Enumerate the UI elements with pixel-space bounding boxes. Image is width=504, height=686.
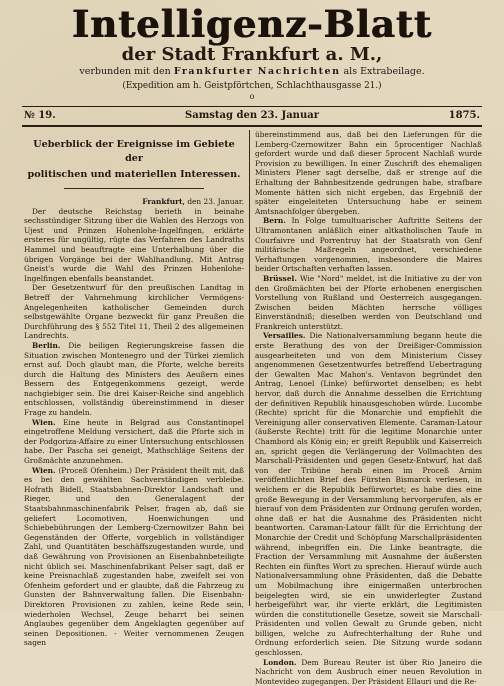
right-column xyxy=(255,130,482,686)
article-wien-1 xyxy=(24,418,244,466)
subtitle-post: als Extrabeilage. xyxy=(343,66,425,77)
article-bruessel xyxy=(255,274,482,332)
versailles-lead: Versailles. xyxy=(263,331,306,341)
article-continued: übereinstimmend aus, daß bei den Lieferungen für die Lemberg-Czernowitzer Bahn ein 5procentiger Nachlaß gefordert wurde und daß dieser 5procent Nachlaß wurde Provision zu bewilligen. In einer Zuschrift des ehemaligen Ministers Plener sagt derselbe, daß er strenge auf die Erhaltung der Bahnbesitzende gedrungen habe, strafbare Momente hätten sich nicht ergeben, das Ergebniß der später eingeleiteten Untersuchung habe er seinem Amtsnachfolger übergeben. xyxy=(255,130,482,216)
masthead-subtitle-line2 xyxy=(0,66,504,78)
article-berlin xyxy=(24,341,244,418)
issue-date: Samstag den 23. Januar xyxy=(185,110,319,121)
subtitle-pre: verbunden mit den xyxy=(79,66,171,77)
bruessel-lead: Brüssel. xyxy=(263,273,297,283)
versailles-text: Die Nationalversammlung begann heute die erste Berathung des von der Dreißiger-Commission ausgearbeiteten und von dem Ministerium Cissey angenommenen Gesetzentwurfes betreffend Uebertragung der Gewalten Mac Mahon's. Ventavon begründet den Antrag, Lenoel (Linke) befürwortet denselben; es hebt hervor, daß durch die Annahme desselben die Errichtung der definitiven Republik hinausgeschoben würde. Lucombe (Rechte) spricht für die Monarchie und empfiehlt die Vereinigung aller conservativen Elemente. Caraman-Latour (äußerste Rechte) tritt für die legitime Monarchie unter Chambord als König ein; er greift Republik und Kaiserreich an, spricht gegen die Verlängerung der Vollmachten des Marschall-Präsidenten und gegen Gesetz-Entwurf, hat daß von der Tribüne herab einen im Proceß Arnim veröffentlichten Brief des Fürsten Bismarck verlesen, in welchem er die Republik befürwortet; es habe dies eine große Bewegung in der Versammlung hervorgerufen, als er hierauf von dem Präsidenten zur Ordnung gerufen worden, ohne daß er hat die Ausnahme des Präsidenten nicht beantworten. Caraman-Latour fällt für die Errichtung der Monarchie der Credit und Schöpfung Marschallpräsidenten während, inbegriffen ein. Die Linke beantragte, die Fraction der Versammlung mit Ausnahme der äußersten Rechten ein fünftes Wort zu sprechen. Hierauf würde auch Nationalversammlung ohne Präsidenten, daß die Debatte um Mobilmachung ihre einigermaßen unterbrochen beigelegten wird, sie ein unwiderlegter Zustand herbeigeführt war, ihr vierte erklärt, die Legitimisten würden die constitutionelle Gesetze, soweit sie Marschall-Präsidenten und vollen Gewalt zu Grunde geben, nicht billigen, welche zu Aufrechterhaltung der Ruhe und Ordnung erforderlich seien. Die Sitzung wurde sodann geschlossen. xyxy=(255,331,482,658)
bern-text: In Folge tumultuarischer Auftritte Seitens der Ultramontanen anläßlich einer altkatholischen Taufe in Courfaivre und Porrentruy hat der Staatsrath von Genf militärische Maßregeln angeordnet, verschiedene Verhaftungen vorgenommen, insbesondere die Maires beider Ortschaften verhaften lassen. xyxy=(255,216,482,274)
wien-text-2: (Proceß Ofenheim.) Der Präsident theilt mit, daß es bei den gewählten Sachverständigen verbleibe. Hofrath Bidell, Staatsbahnen-Direktor Landschaft und Rieger, und den Generalagent der Staatsbahnmaschinenfabrik Pelser, fragen ab, daß sie geliefert Locomotiven, Hoenwichungen und Schiebebührungen der Lemberg-Czernowitzer Bahn bei Gegenständen der Offerte, vorgeblich in vollständiger Zahl, und Quantitäten beschäffszugestanden wurde, und daß Gewährung von Provisionen an Eisenbahnbeteiligte nicht üblich sei. Maschinenfabrikant Pelser sagt, daß er keine Preisnachlaß zugestanden habe, zweifelt sei von Ofenheim gefordert und er glaubte, daß die Fahrzeug zu Gunsten der Bahnverwaltung fallen. Die Eisenbahn-Direktoren Provisionen zu zahlen, keine Rede sein, wiederholen Wechsel, Zeuge beharrt bei seinen Anglaubes gegenüber dem Angeklagten gegenüber auf seinen Depositionen. - Weiter vernommenen Zeugen sagen xyxy=(24,465,244,648)
article-london xyxy=(255,658,482,686)
wien-text-1: Eine heute in Belgrad aus Constantinopel eingetroffene Meldung versichert, daß die Pforte sich in der Podgoriza-Affaire zu einer Untersuchung entschlossen habe. Der Pascha sei geneigt, Mathschläge Seitens der Großmächte anzunehmen. xyxy=(24,417,244,466)
article-wien-2 xyxy=(24,466,244,648)
dateline xyxy=(22,109,482,123)
heading-rule xyxy=(64,188,204,189)
column-divider xyxy=(249,130,250,606)
expedition-line: (Expedition am h. Geistpförtchen, Schlachthausgasse 21.) xyxy=(122,81,382,91)
section-heading-1: Ueberblick der Ereignisse im Gebiete der xyxy=(33,139,235,164)
masthead-title: Intelligenz-Blatt xyxy=(71,2,433,46)
subtitle-bold: Frankfurter Nachrichten xyxy=(173,66,341,77)
left-column xyxy=(24,130,244,648)
bottom-rule xyxy=(22,125,482,129)
article-reichstag: Der deutsche Reichstag berieth in beinahe sechsstündiger Sitzung über die Wahlen des Herzogs von Ujest und Prinzen Hohenlohe-Ingelfingen, erklärte ersteres für ungültig, rügte das Verfahren des Landraths Hammel und beauftragte eine Unterhalbung über die übrigen Vorgänge bei der Wahlhandlung. Mit Antrag Gneist's wurde die Wahl des Prinzen Hohenlohe-Ingelfingen ebenfalls beanstandet. xyxy=(24,206,244,283)
london-lead: London. xyxy=(263,657,297,667)
article-frankfurt-dateline xyxy=(24,197,244,207)
issue-year: 1875. xyxy=(448,110,480,121)
berlin-lead: Berlin. xyxy=(32,340,61,350)
article-landtag: Der Gesetzentwurf für den preußischen Landtag in Betreff der Vahrnehmung kirchlicher Vermögens-Angelegenheiten katholischer Gemeinden durch selbstgewählte Organe bezweckt für ganz Preußen die Durchführung des § 552 Titel 11, Theil 2 des allgemeinen Landrechts. xyxy=(24,283,244,341)
frankfurt-lead: Frankfurt, xyxy=(142,197,185,206)
frankfurt-date: den 23. Januar. xyxy=(187,197,244,206)
ornament: o xyxy=(249,92,255,101)
article-versailles xyxy=(255,331,482,657)
section-heading-2: politischen und materiellen Interessen. xyxy=(27,169,241,180)
issue-number: № 19. xyxy=(24,110,56,121)
article-bern xyxy=(255,216,482,274)
wien-lead-2: Wien. xyxy=(32,465,56,475)
wien-lead-1: Wien. xyxy=(32,417,56,427)
london-text: Dem Bureau Reuter ist über Rio Janeiro die Nachricht von dem Ausbruch einer neuen Revolution in Montevideo zugegangen. Der Präsident Ellauri und die Re- xyxy=(255,657,482,686)
masthead-subtitle: der Stadt Frankfurt a. M., xyxy=(121,44,383,65)
top-rule xyxy=(22,106,482,107)
bruessel-text: Wie "Nord" meldet, ist die Initiative zu der von den Großmächten bei der Pforte erhobenen energischen Vorstellung von Rußland und Oesterreich ausgegangen. Zwischen beiden Mächten herrsche völliges Einverständniß; dieselben werden von Deutschland und Frankreich unterstützt. xyxy=(255,273,482,331)
berlin-text: Die beiligen Regierungskreise fassen die Situation zwischen Montenegro und der Türkei ziemlich ernst auf. Doch glaubt man, die Pforte, welche bereits durch die Haltung des Ministers des Aeußern eines Bessern des Entgegenkommens gezeigt, werde nachgiebiger sein. Die drei Kaiser-Reiche sind angeblich entschlossen, vollständig übereinstimmend in dieser Frage zu handeln. xyxy=(24,340,244,418)
bern-lead: Bern. xyxy=(263,216,286,226)
